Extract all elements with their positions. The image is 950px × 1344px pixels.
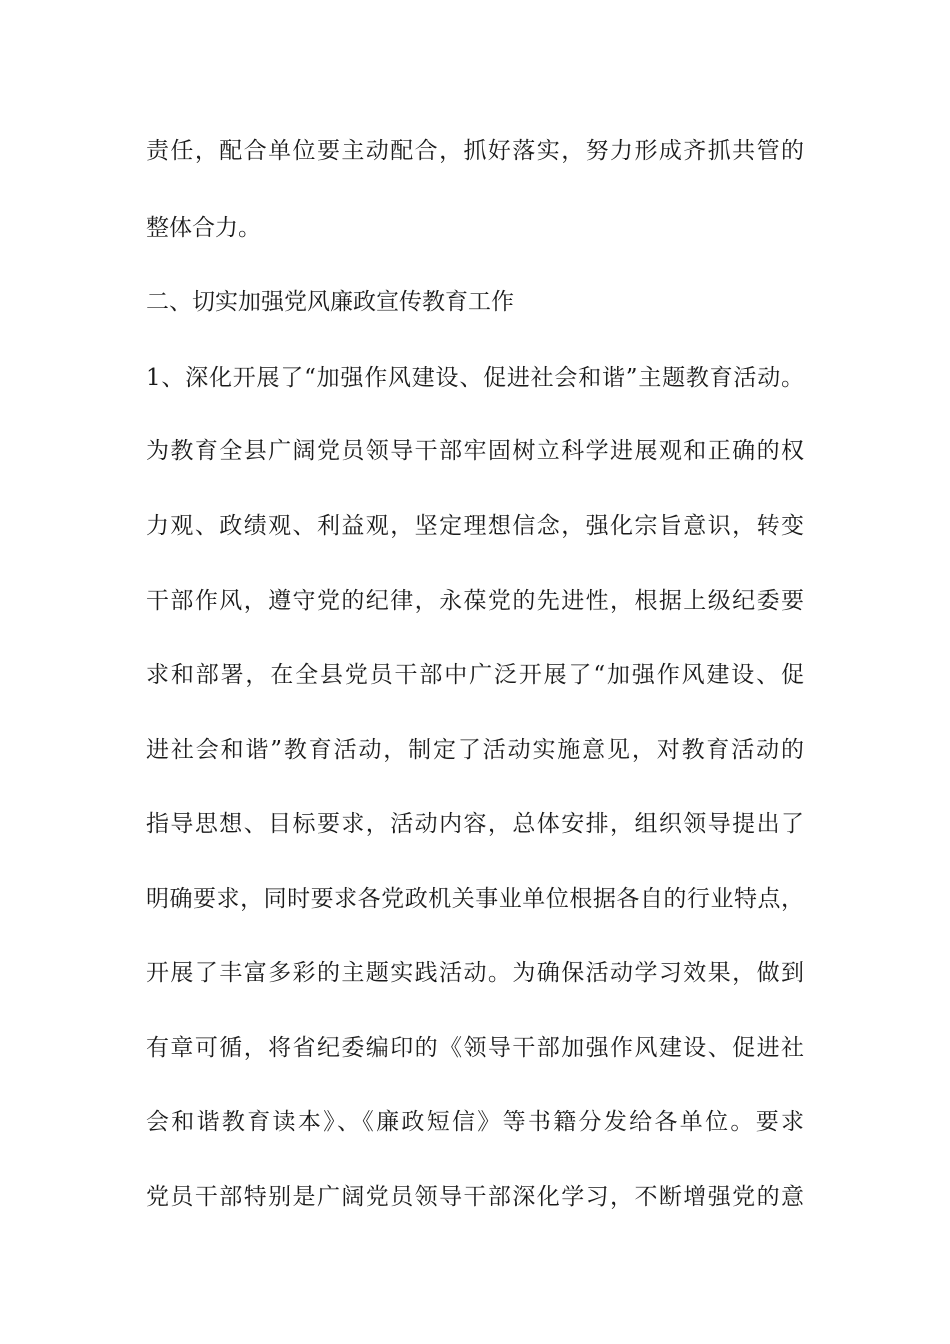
body-text-line: 求和部署，在全县党员干部中广泛开展了“加强作风建设、促 <box>146 662 804 688</box>
section-heading: 二、切实加强党风廉政宣传教育工作 <box>146 289 514 315</box>
body-text-line: 开展了丰富多彩的主题实践活动。为确保活动学习效果，做到 <box>146 960 804 986</box>
body-text-line: 会和谐教育读本》、《廉政短信》等书籍分发给各单位。要求 <box>146 1109 804 1135</box>
subsection-heading: 1、深化开展了“加强作风建设、促进社会和谐”主题教育活动。 <box>146 365 804 391</box>
body-text-line: 党员干部特别是广阔党员领导干部深化学习，不断增强党的意 <box>146 1184 804 1210</box>
body-text-line: 责任，配合单位要主动配合，抓好落实，努力形成齐抓共管的 <box>146 138 804 164</box>
body-text-line: 有章可循，将省纪委编印的《领导干部加强作风建设、促进社 <box>146 1035 804 1061</box>
body-text-line: 力观、政绩观、利益观，坚定理想信念，强化宗旨意识，转变 <box>146 513 804 539</box>
body-text-line: 整体合力。 <box>146 215 261 241</box>
body-text-line: 为教育全县广阔党员领导干部牢固树立科学进展观和正确的权 <box>146 438 804 464</box>
body-text-line: 指导思想、目标要求，活动内容，总体安排，组织领导提出了 <box>146 811 804 837</box>
body-text-line: 干部作风，遵守党的纪律，永葆党的先进性，根据上级纪委要 <box>146 588 804 614</box>
body-text-line: 明确要求，同时要求各党政机关事业单位根据各自的行业特点， <box>146 886 804 912</box>
body-text-line: 进社会和谐”教育活动，制定了活动实施意见，对教育活动的 <box>146 737 804 763</box>
